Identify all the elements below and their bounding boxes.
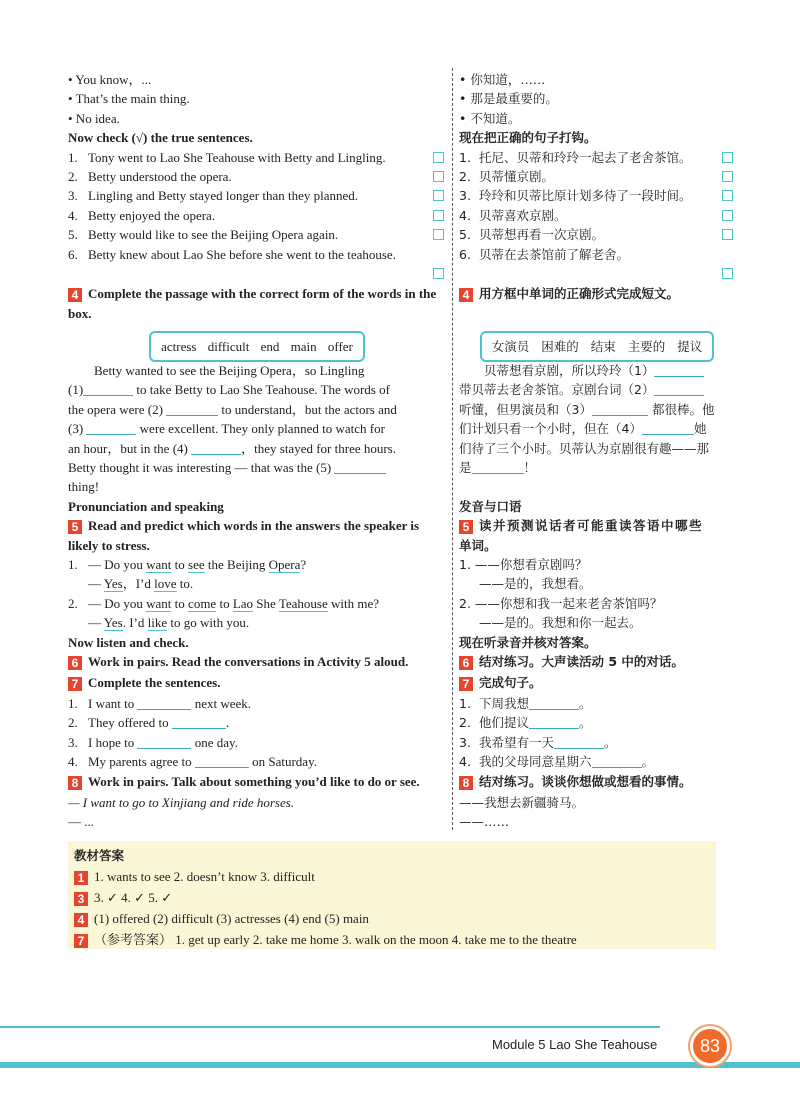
dialogue-line: — Yes，I’d love to. [88,576,194,592]
english-column: • You know，... • That’s the main thing. • No idea. Now check (√) the true sentences. 1. Tony went to Lao She Teahouse with Betty and Lingling. 2. Betty understood the opera. 3. Lingling and Betty stayed longer than they planned. 4. Betty enjoyed the opera. 5. Betty would like to see the Beijing Opera again. 6. Betty knew about Lao She before she went to the teahouse. 4 Complete the passage with the correct form of the words in the box. actress difficult end main offer Betty wanted to see the Beijing Opera，so Lingling (1) to take Betty to Lao She Teahouse. The words of the opera were (2) to understand，but the actors and (3) were excellent. They only planned to watch for an hour，but in the (4) ，they stayed for three hours. Betty thought it was interesting — that was the (5) thing! Pronunciation and speaking 5 Read and predict which words in the answers the speaker is likely to stress. 1. — Do you want to see the Beijing Opera? — Yes，I’d love to. 2. — Do you want to come to Lao She Teahouse with me? — Yes. I’d like to go with you. Now listen and check. 6 Work in pairs. Read the conversations in Activity 5 aloud. 7 Complete the sentences. 1. I want to next week. 2. They offered to . 3. I hope to one day. 4. My parents agree to on Saturday. 8 Work in pairs. Talk about something you’d like to do or see. — I want to go to Xinjiang and ride horses. — ... [68,70,446,831]
bullet-line: • 那是最重要的。 [459,91,558,107]
dialogue-line: 1. ——你想看京剧吗？ [459,556,588,572]
answer-blank[interactable] [654,383,704,396]
example-line: — I want to go to Xinjiang and ride horses. [68,794,295,810]
answer-blank[interactable] [86,422,136,435]
answer-blank[interactable] [191,442,241,455]
example-line: — ... [68,813,94,829]
check-heading: 现在把正确的句子打钩。 [459,130,597,146]
check-heading: Now check (√) the true sentences. [68,130,253,146]
answer-blank[interactable] [83,383,133,396]
activity-6-title: 6 结对练习。大声读活动 5 中的对话。 [459,652,735,673]
passage-line: Betty wanted to see the Beijing Opera，so Lingling [94,363,365,379]
checkbox[interactable] [722,229,733,240]
dialogue-line: — Yes. I’d like to go with you. [88,615,250,631]
passage-line: 带贝蒂去老舍茶馆。京剧台词（2） [459,380,735,399]
word-box: actress difficult end main offer [149,331,365,362]
dialogue-line: ——是的，我想看。 [479,576,592,592]
answer-blank[interactable] [529,697,579,710]
answer-blank[interactable] [472,461,524,474]
passage-line: an hour，but in the (4) ，they stayed for three hours. [68,440,396,456]
activity-7-title: 7 Complete the sentences. [68,673,446,694]
answer-key-title: 教材答案 [74,848,125,863]
check-item: 3. Lingling and Betty stayed longer than they planned. [68,186,446,205]
answer-blank[interactable] [592,403,648,416]
checkbox[interactable] [433,229,444,240]
activity-7-title: 7 完成句子。 [459,673,735,694]
check-item: 5. Betty would like to see the Beijing Opera again. [68,225,446,244]
check-item: 3. 玲玲和贝蒂比原计划多待了一段时间。 [459,186,735,205]
answer-row: 4 (1) offered (2) difficult (3) actresses (4) end (5) main [74,908,710,929]
sentence-item: 4. 我的父母同意星期六 。 [459,754,655,770]
answer-blank[interactable] [642,422,694,435]
chinese-column: • 你知道，…… • 那是最重要的。 • 不知道。 现在把正确的句子打钩。 1. 托尼、贝蒂和玲玲一起去了老舍茶馆。 2. 贝蒂懂京剧。 3. 玲玲和贝蒂比原计划多待了一段时间。 4. 贝蒂喜欢京剧。 5. 贝蒂想再看一次京剧。 6. 贝蒂在去茶馆前了解老舍。 4 用方框中单词的正确形式完成短文。 女演员 困难的 结束 主要的 提议 贝蒂想看京剧，所以玲玲（1） 带贝蒂去老舍茶馆。京剧台词（2） 听懂，但男演员和（3） 都很棒。他 们计划只看一个小时，但在（4） 她 们待了三个小时。贝蒂认为京剧很有趣——那 是 ！ 发音与口语 5 读并预测说话者可能重读答语中哪些 单词。 1. ——你想看京剧吗？ ——是的，我想看。 2. ——你想和我一起来老舍茶馆吗？ ——是的。我想和你一起去。 现在听录音并核对答案。 6 结对练习。大声读活动 5 中的对话。 7 完成句子。 1. 下周我想 。 2. 他们提议 。 3. 我希望有一天 。 4. 我的父母同意星期六 。 8 结对练习。谈谈你想做或想看的事情。 ——我想去新疆骑马。 ——…… [459,70,735,831]
checkbox[interactable] [433,152,444,163]
checkbox[interactable] [722,171,733,182]
answer-blank[interactable] [554,736,604,749]
sentence-item: 1. 下周我想 。 [459,695,592,711]
activity-marker: 4 [68,288,82,302]
answer-key [68,841,716,949]
sentence-item: 2. They offered to . [68,715,230,731]
checkbox[interactable] [433,190,444,201]
check-item: 4. 贝蒂喜欢京剧。 [459,206,735,225]
bullet-line: • No idea. [68,110,120,126]
answer-blank[interactable] [592,755,642,768]
column-divider [452,68,453,830]
checkbox[interactable] [722,268,733,279]
passage-line: thing! [68,479,100,495]
answer-blank[interactable] [654,364,704,377]
passage-line: 们待了三个小时。贝蒂认为京剧很有趣——那 [459,440,710,456]
checkbox[interactable] [722,210,733,221]
check-item: 1. 托尼、贝蒂和玲玲一起去了老舍茶馆。 [459,148,735,167]
passage-line: 是 ！ [459,460,537,476]
footer-band [0,1062,800,1068]
bullet-line: • You know，... [68,72,152,87]
bullet-line: • That’s the main thing. [68,91,190,107]
checkbox[interactable] [722,152,733,163]
answer-blank[interactable] [137,736,191,749]
listen-heading: 现在听录音并核对答案。 [459,634,597,650]
answer-row: 3 3. ✓ 4. ✓ 5. ✓ [74,887,710,908]
dialogue-line: ——是的。我想和你一起去。 [479,615,642,631]
pronunciation-heading: 发音与口语 [459,498,522,514]
bullet-line: • 你知道，…… [459,72,546,87]
sentence-item: 2. 他们提议 。 [459,715,592,731]
activity-6-title: 6 Work in pairs. Read the conversations in Activity 5 aloud. [68,652,446,673]
answer-blank[interactable] [172,716,226,729]
check-item: 1. Tony went to Lao She Teahouse with Betty and Lingling. [68,148,446,167]
activity-8-title: 8 结对练习。谈谈你想做或想看的事情。 [459,772,735,793]
sentence-item: 1. I want to next week. [68,695,252,711]
dialogue-line: 2. ——你想和我一起来老舍茶馆吗？ [459,595,663,611]
activity-5-title: 5 读并预测说话者可能重读答语中哪些 [459,516,735,535]
checkbox[interactable] [433,171,444,182]
checkbox[interactable] [433,210,444,221]
passage-line: (3) were excellent. They only planned to watch for [68,421,385,437]
example-line: ——…… [459,813,509,829]
answer-blank[interactable] [137,697,191,710]
answer-blank[interactable] [195,755,249,768]
activity-5-title: 5 Read and predict which words in the answers the speaker is [68,516,446,535]
checkbox[interactable] [722,190,733,201]
module-title: Module 5 Lao She Teahouse [492,1037,658,1052]
sentence-item: 4. My parents agree to on Saturday. [68,754,317,770]
activity-8-title: 8 Work in pairs. Talk about something you’d like to do or see. [68,772,446,793]
check-item: 2. Betty understood the opera. [68,167,446,186]
passage-line: the opera were (2) to understand，but the actors and [68,401,397,417]
pronunciation-heading: Pronunciation and speaking [68,498,224,514]
dialogue-line: 1. — Do you want to see the Beijing Opera? [68,556,307,572]
passage-line: 听懂，但男演员和（3） 都很棒。他 [459,401,715,417]
page-number: 83 [690,1026,730,1066]
sentence-item: 3. I hope to one day. [68,734,238,750]
check-item: 6. Betty knew about Lao She before she went to the teahouse. [68,246,396,262]
passage-line: Betty thought it was interesting — that was the (5) [68,458,446,477]
answer-row: 7 （参考答案） 1. get up early 2. take me home 3. walk on the moon 4. take me to the theatre [74,929,710,950]
check-item: 5. 贝蒂想再看一次京剧。 [459,225,735,244]
answer-row: 1 1. wants to see 2. doesn’t know 3. difficult [74,866,710,887]
passage-line: 们计划只看一个小时，但在（4） 她 [459,421,707,437]
word-box: 女演员 困难的 结束 主要的 提议 [480,331,714,362]
listen-heading: Now listen and check. [68,634,189,650]
check-item: 6. 贝蒂在去茶馆前了解老舍。 [459,246,630,262]
example-line: ——我想去新疆骑马。 [459,794,585,810]
passage-line: 贝蒂想看京剧，所以玲玲（1） [459,361,735,380]
bullet-line: • 不知道。 [459,110,521,126]
activity-4-title: 4 用方框中单词的正确形式完成短文。 [459,284,735,303]
answer-blank[interactable] [166,403,218,416]
answer-blank[interactable] [334,461,386,474]
footer-rule [0,1026,660,1028]
sentence-item: 3. 我希望有一天 。 [459,734,617,750]
dialogue-line: 2. — Do you want to come to Lao She Teahouse with me? [68,595,379,611]
answer-blank[interactable] [529,716,579,729]
activity-4-title: 4 Complete the passage with the correct form of the words in the [68,284,446,303]
check-item: 2. 贝蒂懂京剧。 [459,167,735,186]
check-item: 4. Betty enjoyed the opera. [68,206,446,225]
passage-line: (1) to take Betty to Lao She Teahouse. The words of [68,382,390,398]
checkbox[interactable] [433,268,444,279]
